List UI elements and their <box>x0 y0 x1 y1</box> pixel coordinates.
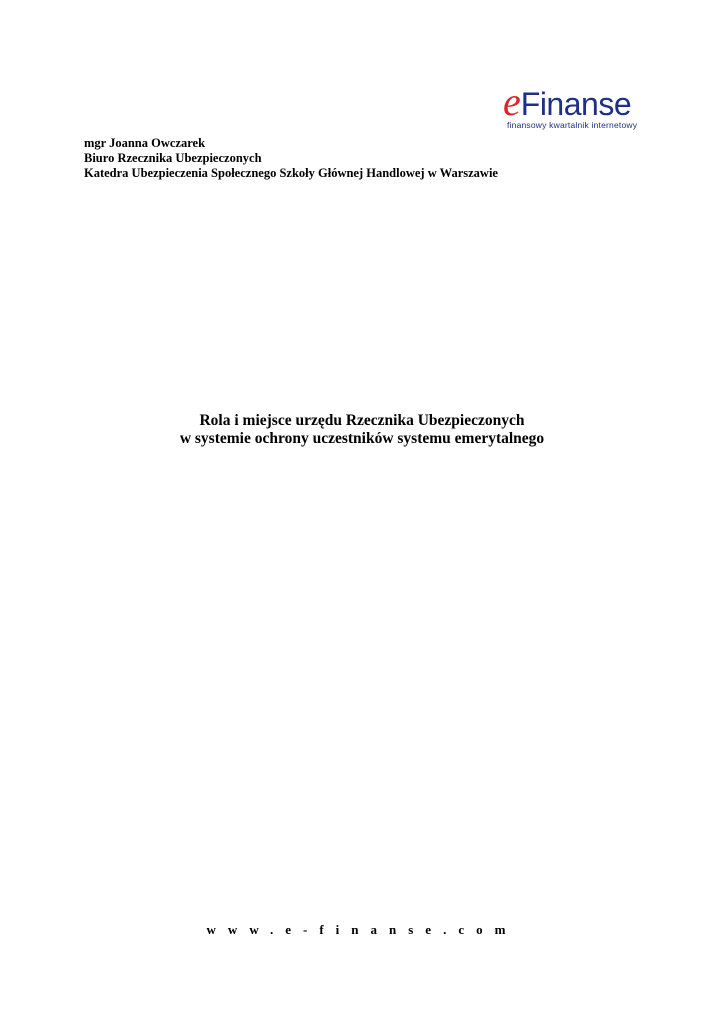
author-name: mgr Joanna Owczarek <box>84 136 206 150</box>
logo-letter-e: e <box>503 79 521 124</box>
efinanse-logo <box>503 79 643 134</box>
logo-wordmark <box>503 79 632 124</box>
author-office: Biuro Rzecznika Ubezpieczonych <box>84 151 262 165</box>
title-line-2: w systemie ochrony uczestników systemu emerytalnego <box>179 430 545 447</box>
logo-tagline: finansowy kwartalnik internetowy <box>507 120 638 130</box>
author-department: Katedra Ubezpieczenia Społecznego Szkoły Głównej Handlowej w Warszawie <box>84 166 498 180</box>
document-title <box>0 412 724 448</box>
footer-url: www.e-finanse.com <box>206 922 518 937</box>
logo-word: Finanse <box>520 86 632 122</box>
title-line-1: Rola i miejsce urzędu Rzecznika Ubezpieczonych <box>199 412 525 429</box>
author-block <box>84 136 498 181</box>
